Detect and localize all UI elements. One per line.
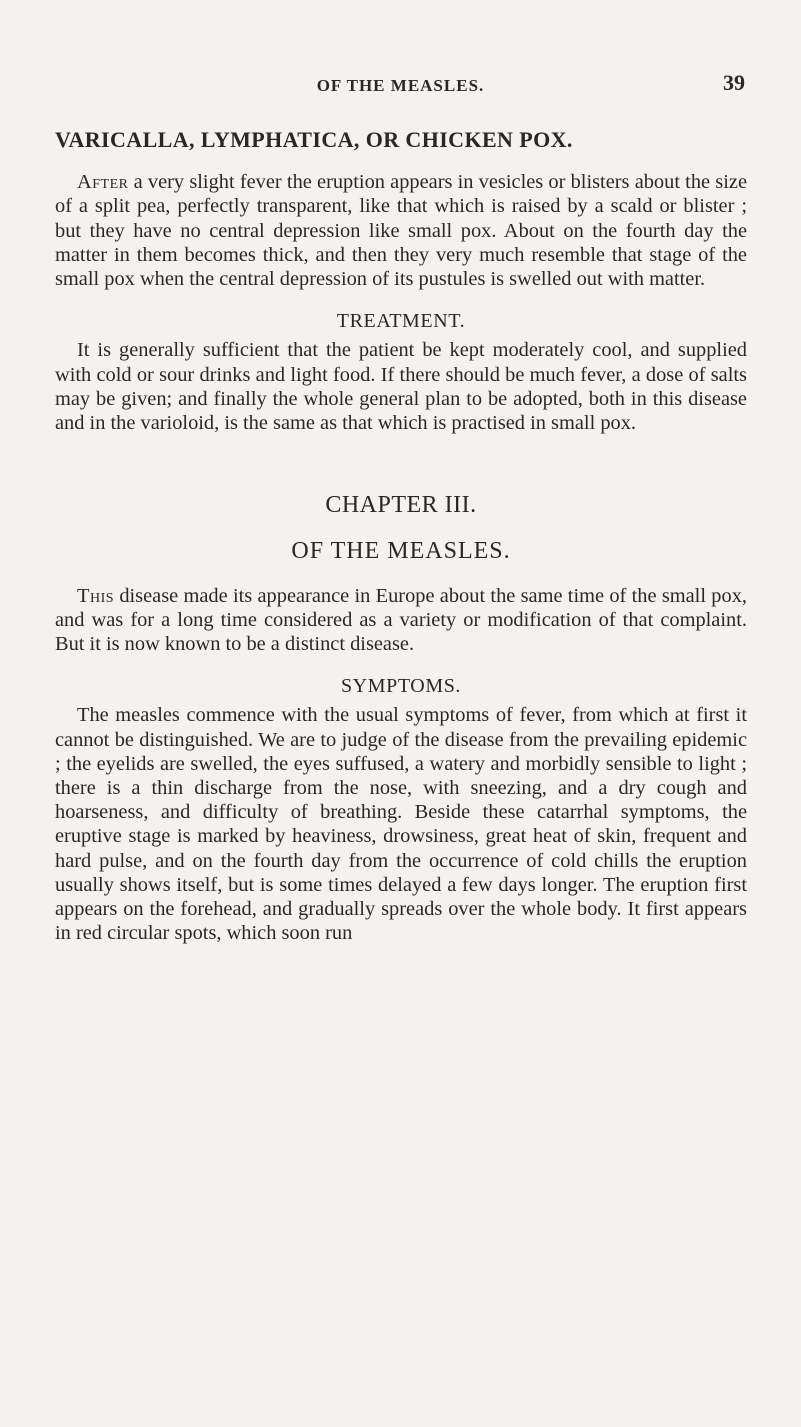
running-head — [0, 70, 801, 100]
chapter-number: CHAPTER III. — [325, 492, 477, 519]
chapter-intro-paragraph — [55, 584, 747, 657]
paragraph-text: disease made its appearance in Europe about the same time of the small pox, and was for a long time considered as a variety or modification of that complaint. But it is now known to be a distinct disease. — [55, 584, 747, 656]
running-title: OF THE MEASLES. — [316, 76, 485, 95]
section-title-varicella: VARICALLA, LYMPHATICA, OR CHICKEN POX. — [55, 127, 573, 152]
page-number: 39 — [723, 70, 745, 95]
lead-word: This — [77, 584, 115, 607]
chapter-title: OF THE MEASLES. — [291, 538, 511, 565]
page-body — [55, 128, 747, 945]
paragraph-text: a very slight fever the eruption appears in vesicles or blisters about the size of a split pea, perfectly transparent, like that which is raised by a scald or blister ; but they have no central depression like small pox. About on the fourth day the matter in them becomes thick, and then they very much resemble that stage of the small pox when the central depression of its pustules is swelled out with matter. — [55, 171, 747, 291]
symptoms-heading: SYMPTOMS. — [340, 675, 462, 698]
treatment-paragraph: It is generally sufficient that the patient be kept moderately cool, and supplied with cold or sour drinks and light food. If there should be much fever, a dose of salts may be given; and finally the whole general plan to be adopted, both in this disease and in the varioloid, is the same as that which is practised in small pox. — [55, 339, 747, 435]
treatment-heading: TREATMENT. — [336, 310, 466, 333]
varicella-paragraph — [55, 170, 747, 291]
symptoms-paragraph: The measles commence with the usual symptoms of fever, from which at first it cannot be distinguished. We are to judge of the disease from the prevailing epidemic ; the eyelids are swelled, the eyes suffused, a watery and morbidly sensible to light ; there is a thin discharge from the nose, with sneezing, and a dry cough and hoarseness, and difficulty of breathing. Beside these catarrhal symptoms, the eruptive stage is marked by heaviness, drowsiness, great heat of skin, frequent and hard pulse, and on the fourth day from the occurrence of cold chills the eruption usually shows itself, but is some times delayed a few days longer. The eruption first appears on the forehead, and gradually spreads over the whole body. It first appears in red circular spots, which soon run — [55, 704, 747, 945]
lead-word: After — [77, 171, 129, 194]
